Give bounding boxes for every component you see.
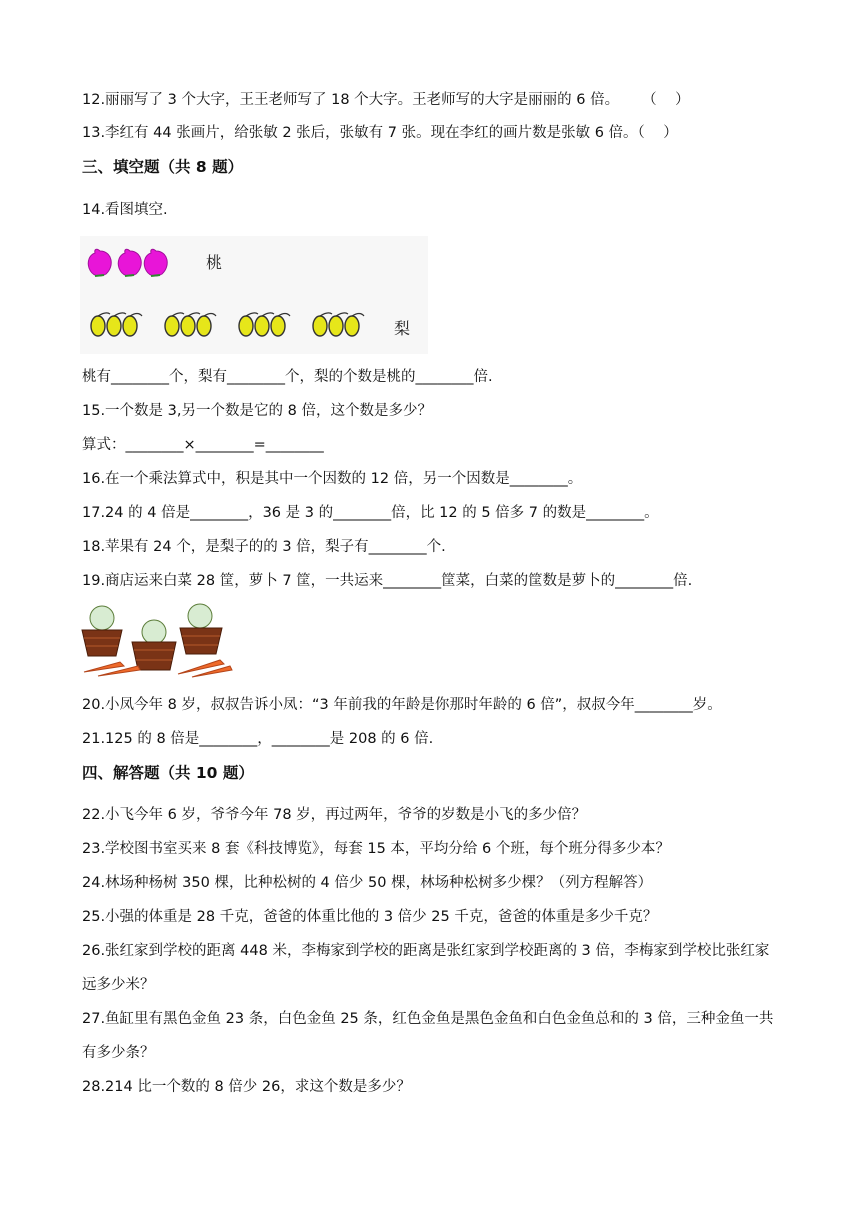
pear-icon — [239, 316, 253, 336]
pear-icon — [271, 316, 285, 336]
pear-icon — [329, 316, 343, 336]
pear-icon — [345, 316, 359, 336]
pear-icon — [91, 316, 105, 336]
question-18: 18.苹果有 24 个，是梨子的的 3 倍，梨子有________个. — [82, 539, 446, 555]
question-15: 15.一个数是 3,另一个数是它的 8 倍，这个数是多少？ — [82, 403, 432, 419]
peach-pear-figure — [80, 236, 428, 354]
question-25: 25.小强的体重是 28 千克，爸爸的体重比他的 3 倍少 25 千克，爸爸的体重是多少千克？ — [82, 909, 658, 925]
question-26-line-1: 26.张红家到学校的距离 448 米，李梅家到学校的距离是张红家到学校距离的 3 倍，李梅家到学校比张红家 — [82, 943, 770, 959]
question-22: 22.小飞今年 6 岁，爷爷今年 78 岁，再过两年，爷爷的岁数是小飞的多少倍？ — [82, 807, 587, 823]
question-26-line-2: 远多少米？ — [82, 977, 155, 993]
pear-icon — [165, 316, 179, 336]
section-answer-heading: 四、解答题（共 10 题） — [82, 764, 254, 782]
pear-icon — [197, 316, 211, 336]
question-14: 14.看图填空. — [82, 202, 168, 218]
question-17: 17.24 的 4 倍是________，36 是 3 的________倍，比 12 的 5 倍多 7 的数是________。 — [82, 505, 659, 521]
question-24: 24.林场种杨树 350 棵，比种松树的 4 倍少 50 棵，林场种松树多少棵？（列方程解答） — [82, 875, 653, 891]
question-16: 16.在一个乘法算式中，积是其中一个因数的 12 倍，另一个因数是________。 — [82, 471, 583, 487]
pear-label: 梨 — [394, 319, 411, 338]
peach-label: 桃 — [206, 253, 223, 272]
question-19: 19.商店运来白菜 28 筐，萝卜 7 筐，一共运来________筐菜，白菜的筐数是萝卜的________倍. — [82, 573, 693, 589]
pear-icon — [123, 316, 137, 336]
question-14-fill: 桃有________个，梨有________个，梨的个数是桃的________倍. — [82, 369, 493, 385]
baskets-cabbage-radish-figure — [80, 602, 236, 678]
section-fill-in-heading: 三、填空题（共 8 题） — [82, 158, 244, 176]
question-27-line-1: 27.鱼缸里有黑色金鱼 23 条，白色金鱼 25 条，红色金鱼是黑色金鱼和白色金鱼总和的 3 倍，三种金鱼一共 — [82, 1011, 774, 1027]
pear-icon — [313, 316, 327, 336]
question-23: 23.学校图书室买来 8 套《科技博览》，每套 15 本，平均分给 6 个班，每个班分得多少本？ — [82, 841, 670, 857]
pear-icon — [255, 316, 269, 336]
question-28: 28.214 比一个数的 8 倍少 26，求这个数是多少？ — [82, 1079, 411, 1095]
question-20: 20.小凤今年 8 岁，叔叔告诉小凤：“3 年前我的年龄是你那时年龄的 6 倍”，叔叔今年________岁。 — [82, 697, 722, 713]
pear-icon — [107, 316, 121, 336]
question-13: 13.李红有 44 张画片，给张敏 2 张后，张敏有 7 张。现在李红的画片数是张敏 6 倍。（ ） — [82, 125, 678, 141]
question-27-line-2: 有多少条？ — [82, 1045, 155, 1061]
question-21: 21.125 的 8 倍是________，________是 208 的 6 倍. — [82, 731, 434, 747]
pear-icon — [181, 316, 195, 336]
question-15-formula: 算式：________×________=________ — [82, 437, 324, 453]
question-12: 12.丽丽写了 3 个大字，王王老师写了 18 个大字。王老师写的大字是丽丽的 6 倍。 （ ） — [82, 92, 690, 108]
